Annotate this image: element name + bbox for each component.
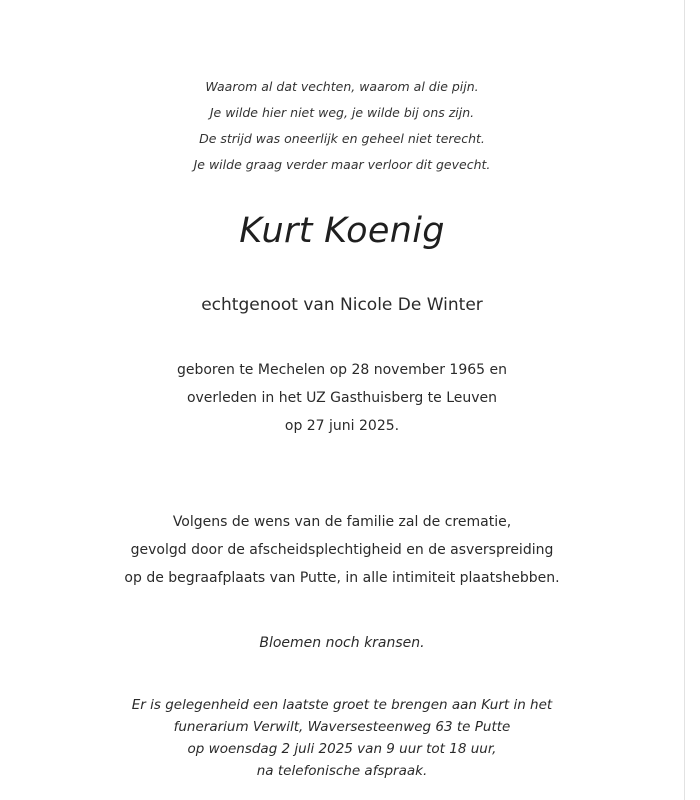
funeral-wish-line: Volgens de wens van de familie zal de crematie, bbox=[172, 514, 512, 530]
funeral-wish-line: gevolgd door de afscheidsplechtigheid en de asverspreiding bbox=[130, 542, 554, 558]
poem-line: Je wilde graag verder maar verloor dit gevecht. bbox=[193, 157, 491, 172]
visitation-line: op woensdag 2 juli 2025 van 9 uur tot 18 uur, bbox=[187, 741, 497, 757]
page-edge-divider bbox=[684, 0, 685, 800]
visitation-line: funerarium Verwilt, Waversesteenweg 63 te Putte bbox=[173, 719, 511, 735]
poem-line: Je wilde hier niet weg, je wilde bij ons zijn. bbox=[209, 105, 475, 120]
spouse-line: echtgenoot van Nicole De Winter bbox=[201, 295, 483, 315]
funeral-wish-line: op de begraafplaats van Putte, in alle intimiteit plaatshebben. bbox=[124, 570, 560, 586]
memorial-poem bbox=[0, 74, 684, 178]
visitation-line: na telefonische afspraak. bbox=[256, 763, 428, 779]
deceased-name: Kurt Koenig bbox=[239, 211, 445, 251]
flowers-note: Bloemen noch kransen. bbox=[259, 635, 425, 651]
visitation-details bbox=[0, 694, 684, 782]
life-dates-line: overleden in het UZ Gasthuisberg te Leuven bbox=[186, 390, 498, 406]
visitation-line: Er is gelegenheid een laatste groet te brengen aan Kurt in het bbox=[131, 697, 553, 713]
poem-line: De strijd was oneerlijk en geheel niet terecht. bbox=[199, 131, 485, 146]
birth-death-details bbox=[0, 356, 684, 440]
life-dates-line: op 27 juni 2025. bbox=[284, 418, 400, 434]
poem-line: Waarom al dat vechten, waarom al die pijn. bbox=[205, 79, 479, 94]
life-dates-line: geboren te Mechelen op 28 november 1965 en bbox=[176, 362, 507, 378]
funeral-arrangements bbox=[0, 508, 684, 592]
